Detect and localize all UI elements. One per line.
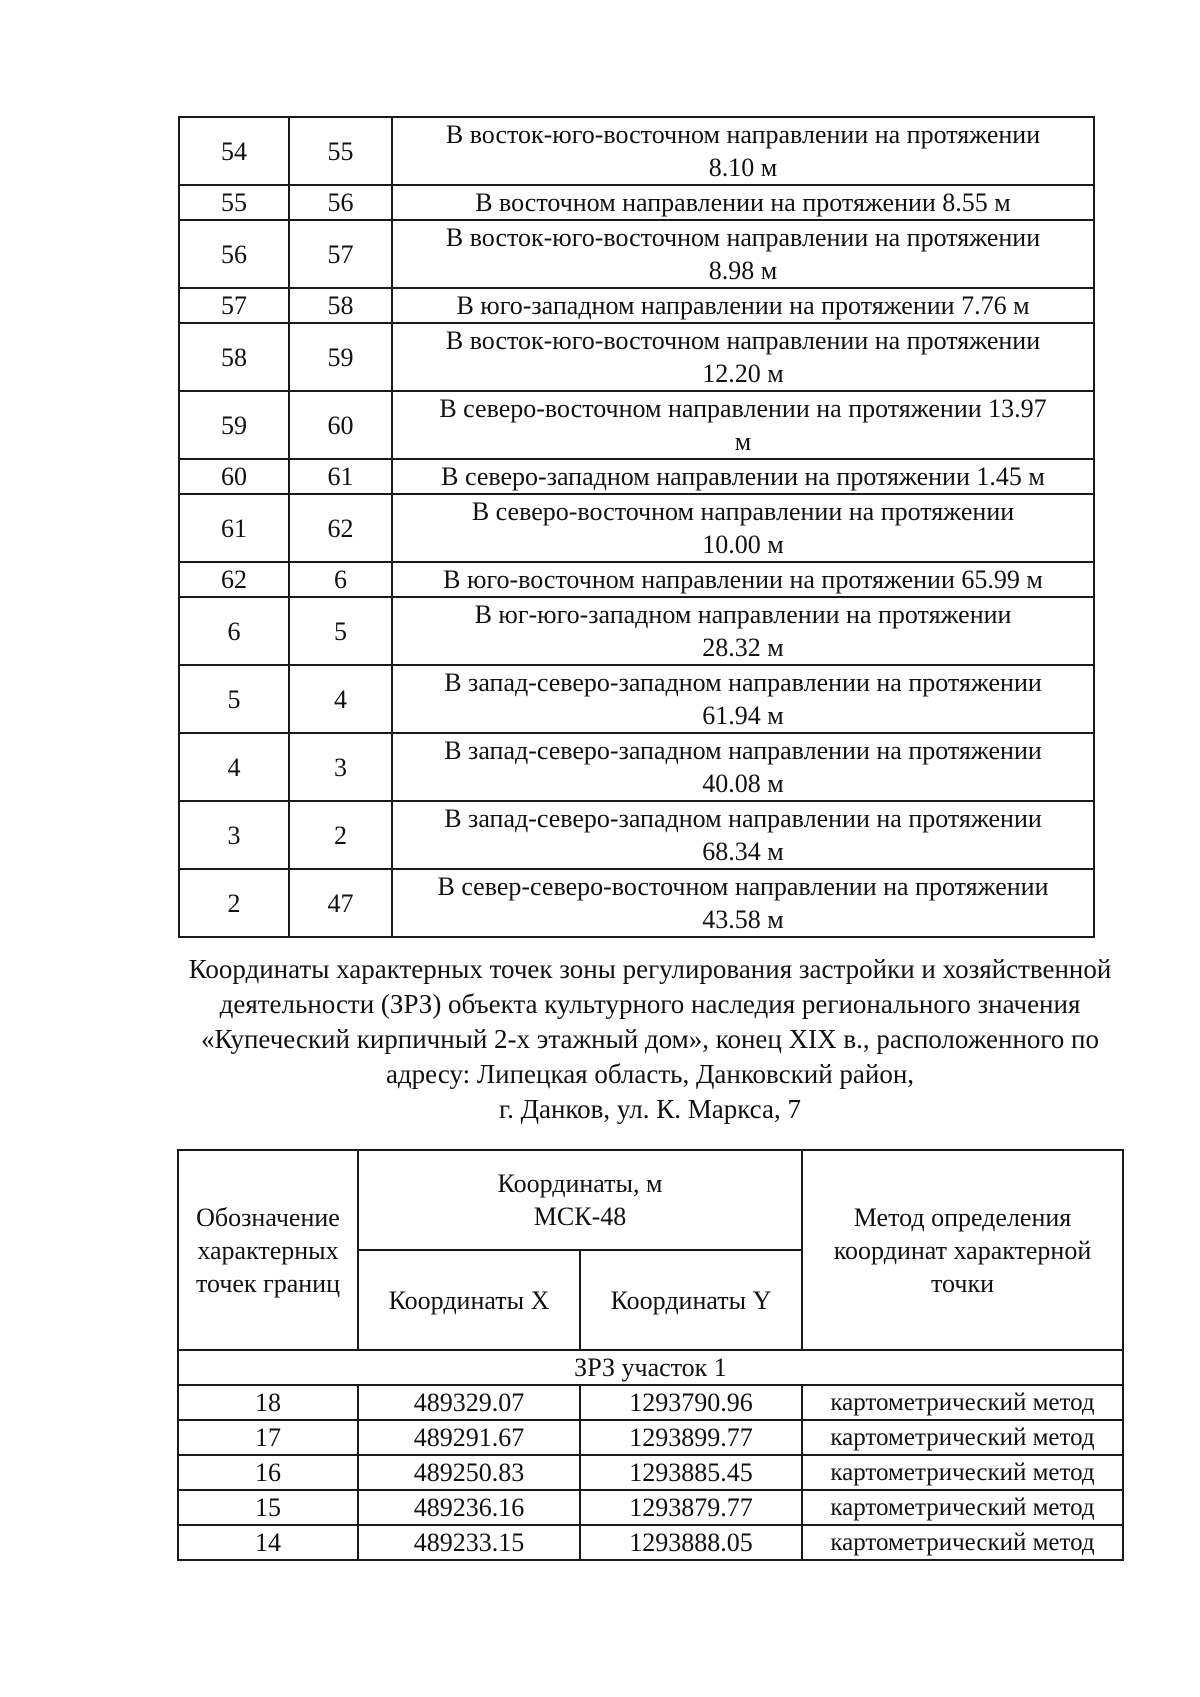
- title-line: адресу: Липецкая область, Данковский район,: [385, 1059, 915, 1089]
- segment-description-line: 12.20 м: [702, 359, 784, 388]
- x-cell: 489291.67: [358, 1420, 580, 1455]
- segment-description-line: В запад-северо-западном направлении на протяжении: [444, 736, 1042, 765]
- segment-row: [179, 459, 1094, 494]
- segment-description: [392, 801, 1094, 869]
- segment-description-line: 8.98 м: [708, 256, 778, 285]
- segment-description: [392, 288, 1094, 323]
- x-cell: 489329.07: [358, 1385, 580, 1420]
- segment-description-line: В запад-северо-западном направлении на протяжении: [444, 668, 1042, 697]
- coordinate-row: [178, 1490, 1123, 1525]
- segment-from-point: 55: [179, 185, 289, 220]
- segment-row: [179, 220, 1094, 288]
- section-row: ЗРЗ участок 1: [178, 1350, 1123, 1385]
- segment-row: [179, 494, 1094, 562]
- title-line: г. Данков, ул. К. Маркса, 7: [499, 1094, 801, 1124]
- segment-from-point: 61: [179, 494, 289, 562]
- coordinate-row: [178, 1525, 1123, 1560]
- section-title: [150, 952, 1150, 1127]
- point-cell: 14: [178, 1525, 358, 1560]
- y-cell: 1293899.77: [580, 1420, 802, 1455]
- segment-from-point: 6: [179, 597, 289, 665]
- segment-description: [392, 562, 1094, 597]
- segment-description: [392, 459, 1094, 494]
- segment-description-line: В юго-восточном направлении на протяжении 65.99 м: [443, 565, 1043, 594]
- segment-description-line: В север-северо-восточном направлении на протяжении: [437, 872, 1049, 901]
- method-cell: картометрический метод: [802, 1525, 1123, 1560]
- segment-to-point: 61: [289, 459, 392, 494]
- segment-from-point: 59: [179, 391, 289, 459]
- segment-to-point: 4: [289, 665, 392, 733]
- segment-description-line: 10.00 м: [702, 530, 784, 559]
- segment-description-line: 28.32 м: [702, 633, 784, 662]
- segment-row: [179, 185, 1094, 220]
- segment-description-line: В восток-юго-восточном направлении на протяжении: [445, 326, 1041, 355]
- segment-from-point: 2: [179, 869, 289, 937]
- coordinates-table-header: [178, 1150, 1123, 1385]
- x-cell: 489233.15: [358, 1525, 580, 1560]
- segment-description: [392, 323, 1094, 391]
- coordinates-table-body: [178, 1385, 1123, 1560]
- y-cell: 1293885.45: [580, 1455, 802, 1490]
- segment-row: [179, 391, 1094, 459]
- segment-to-point: 6: [289, 562, 392, 597]
- y-header: Координаты Y: [580, 1250, 802, 1350]
- title-line: Координаты характерных точек зоны регулирования застройки и хозяйственной: [188, 954, 1112, 984]
- coordinates-header: Координаты, м МСК-48: [358, 1150, 802, 1250]
- segments-table: [178, 116, 1095, 938]
- segment-from-point: 62: [179, 562, 289, 597]
- segment-to-point: 3: [289, 733, 392, 801]
- segment-description-line: 68.34 м: [702, 837, 784, 866]
- segment-description: [392, 391, 1094, 459]
- segment-description-line: 43.58 м: [702, 905, 784, 934]
- point-cell: 17: [178, 1420, 358, 1455]
- coordinate-row: [178, 1385, 1123, 1420]
- segment-to-point: 5: [289, 597, 392, 665]
- method-header: Метод определения координат характерной точки: [802, 1150, 1123, 1350]
- method-cell: картометрический метод: [802, 1420, 1123, 1455]
- y-cell: 1293888.05: [580, 1525, 802, 1560]
- segment-to-point: 57: [289, 220, 392, 288]
- segment-to-point: 60: [289, 391, 392, 459]
- segment-row: [179, 733, 1094, 801]
- segment-from-point: 54: [179, 117, 289, 185]
- segment-to-point: 2: [289, 801, 392, 869]
- method-cell: картометрический метод: [802, 1455, 1123, 1490]
- x-cell: 489250.83: [358, 1455, 580, 1490]
- segment-row: [179, 117, 1094, 185]
- title-line: деятельности (ЗРЗ) объекта культурного наследия регионального значения: [219, 989, 1081, 1019]
- segment-to-point: 47: [289, 869, 392, 937]
- coordinates-table: [177, 1149, 1124, 1561]
- segment-description-line: В восточном направлении на протяжении 8.55 м: [475, 188, 1011, 217]
- segment-description-line: В юг-юго-западном направлении на протяжении: [474, 600, 1012, 629]
- segment-to-point: 55: [289, 117, 392, 185]
- segment-from-point: 3: [179, 801, 289, 869]
- point-cell: 18: [178, 1385, 358, 1420]
- segment-to-point: 59: [289, 323, 392, 391]
- segment-description: [392, 185, 1094, 220]
- segment-row: [179, 665, 1094, 733]
- coordinate-row: [178, 1420, 1123, 1455]
- segment-from-point: 60: [179, 459, 289, 494]
- segment-description-line: 8.10 м: [708, 153, 778, 182]
- x-header: Координаты X: [358, 1250, 580, 1350]
- segment-row: [179, 869, 1094, 937]
- segment-description: [392, 117, 1094, 185]
- point-cell: 16: [178, 1455, 358, 1490]
- segment-description: [392, 869, 1094, 937]
- point-cell: 15: [178, 1490, 358, 1525]
- segment-description-line: В восток-юго-восточном направлении на протяжении: [445, 223, 1041, 252]
- segment-description-line: В восток-юго-восточном направлении на протяжении: [445, 120, 1041, 149]
- x-cell: 489236.16: [358, 1490, 580, 1525]
- segment-from-point: 58: [179, 323, 289, 391]
- segment-from-point: 57: [179, 288, 289, 323]
- segment-description-line: В запад-северо-западном направлении на протяжении: [444, 804, 1042, 833]
- segment-description-line: м: [734, 427, 752, 456]
- segment-description: [392, 665, 1094, 733]
- y-cell: 1293879.77: [580, 1490, 802, 1525]
- method-cell: картометрический метод: [802, 1385, 1123, 1420]
- segment-description: [392, 597, 1094, 665]
- segment-to-point: 56: [289, 185, 392, 220]
- title-line: «Купеческий кирпичный 2-х этажный дом», конец XIX в., расположенного по: [200, 1024, 1099, 1054]
- segment-to-point: 58: [289, 288, 392, 323]
- segment-description-line: В северо-восточном направлении на протяжении 13.97: [439, 394, 1047, 423]
- segment-description-line: В северо-западном направлении на протяжении 1.45 м: [441, 462, 1045, 491]
- segment-description: [392, 494, 1094, 562]
- segment-row: [179, 597, 1094, 665]
- segment-description-line: 40.08 м: [702, 769, 784, 798]
- segment-description-line: В юго-западном направлении на протяжении 7.76 м: [456, 291, 1030, 320]
- segment-row: [179, 323, 1094, 391]
- coordinate-row: [178, 1455, 1123, 1490]
- segment-row: [179, 562, 1094, 597]
- segment-row: [179, 288, 1094, 323]
- segment-from-point: 4: [179, 733, 289, 801]
- segment-from-point: 5: [179, 665, 289, 733]
- segment-to-point: 62: [289, 494, 392, 562]
- segment-description-line: В северо-восточном направлении на протяжении: [471, 497, 1015, 526]
- segment-row: [179, 801, 1094, 869]
- segment-description-line: 61.94 м: [702, 701, 784, 730]
- segment-from-point: 56: [179, 220, 289, 288]
- method-cell: картометрический метод: [802, 1490, 1123, 1525]
- designation-header: Обозначение характерных точек границ: [178, 1150, 358, 1350]
- y-cell: 1293790.96: [580, 1385, 802, 1420]
- segment-description: [392, 733, 1094, 801]
- segments-table-body: [179, 117, 1094, 937]
- segment-description: [392, 220, 1094, 288]
